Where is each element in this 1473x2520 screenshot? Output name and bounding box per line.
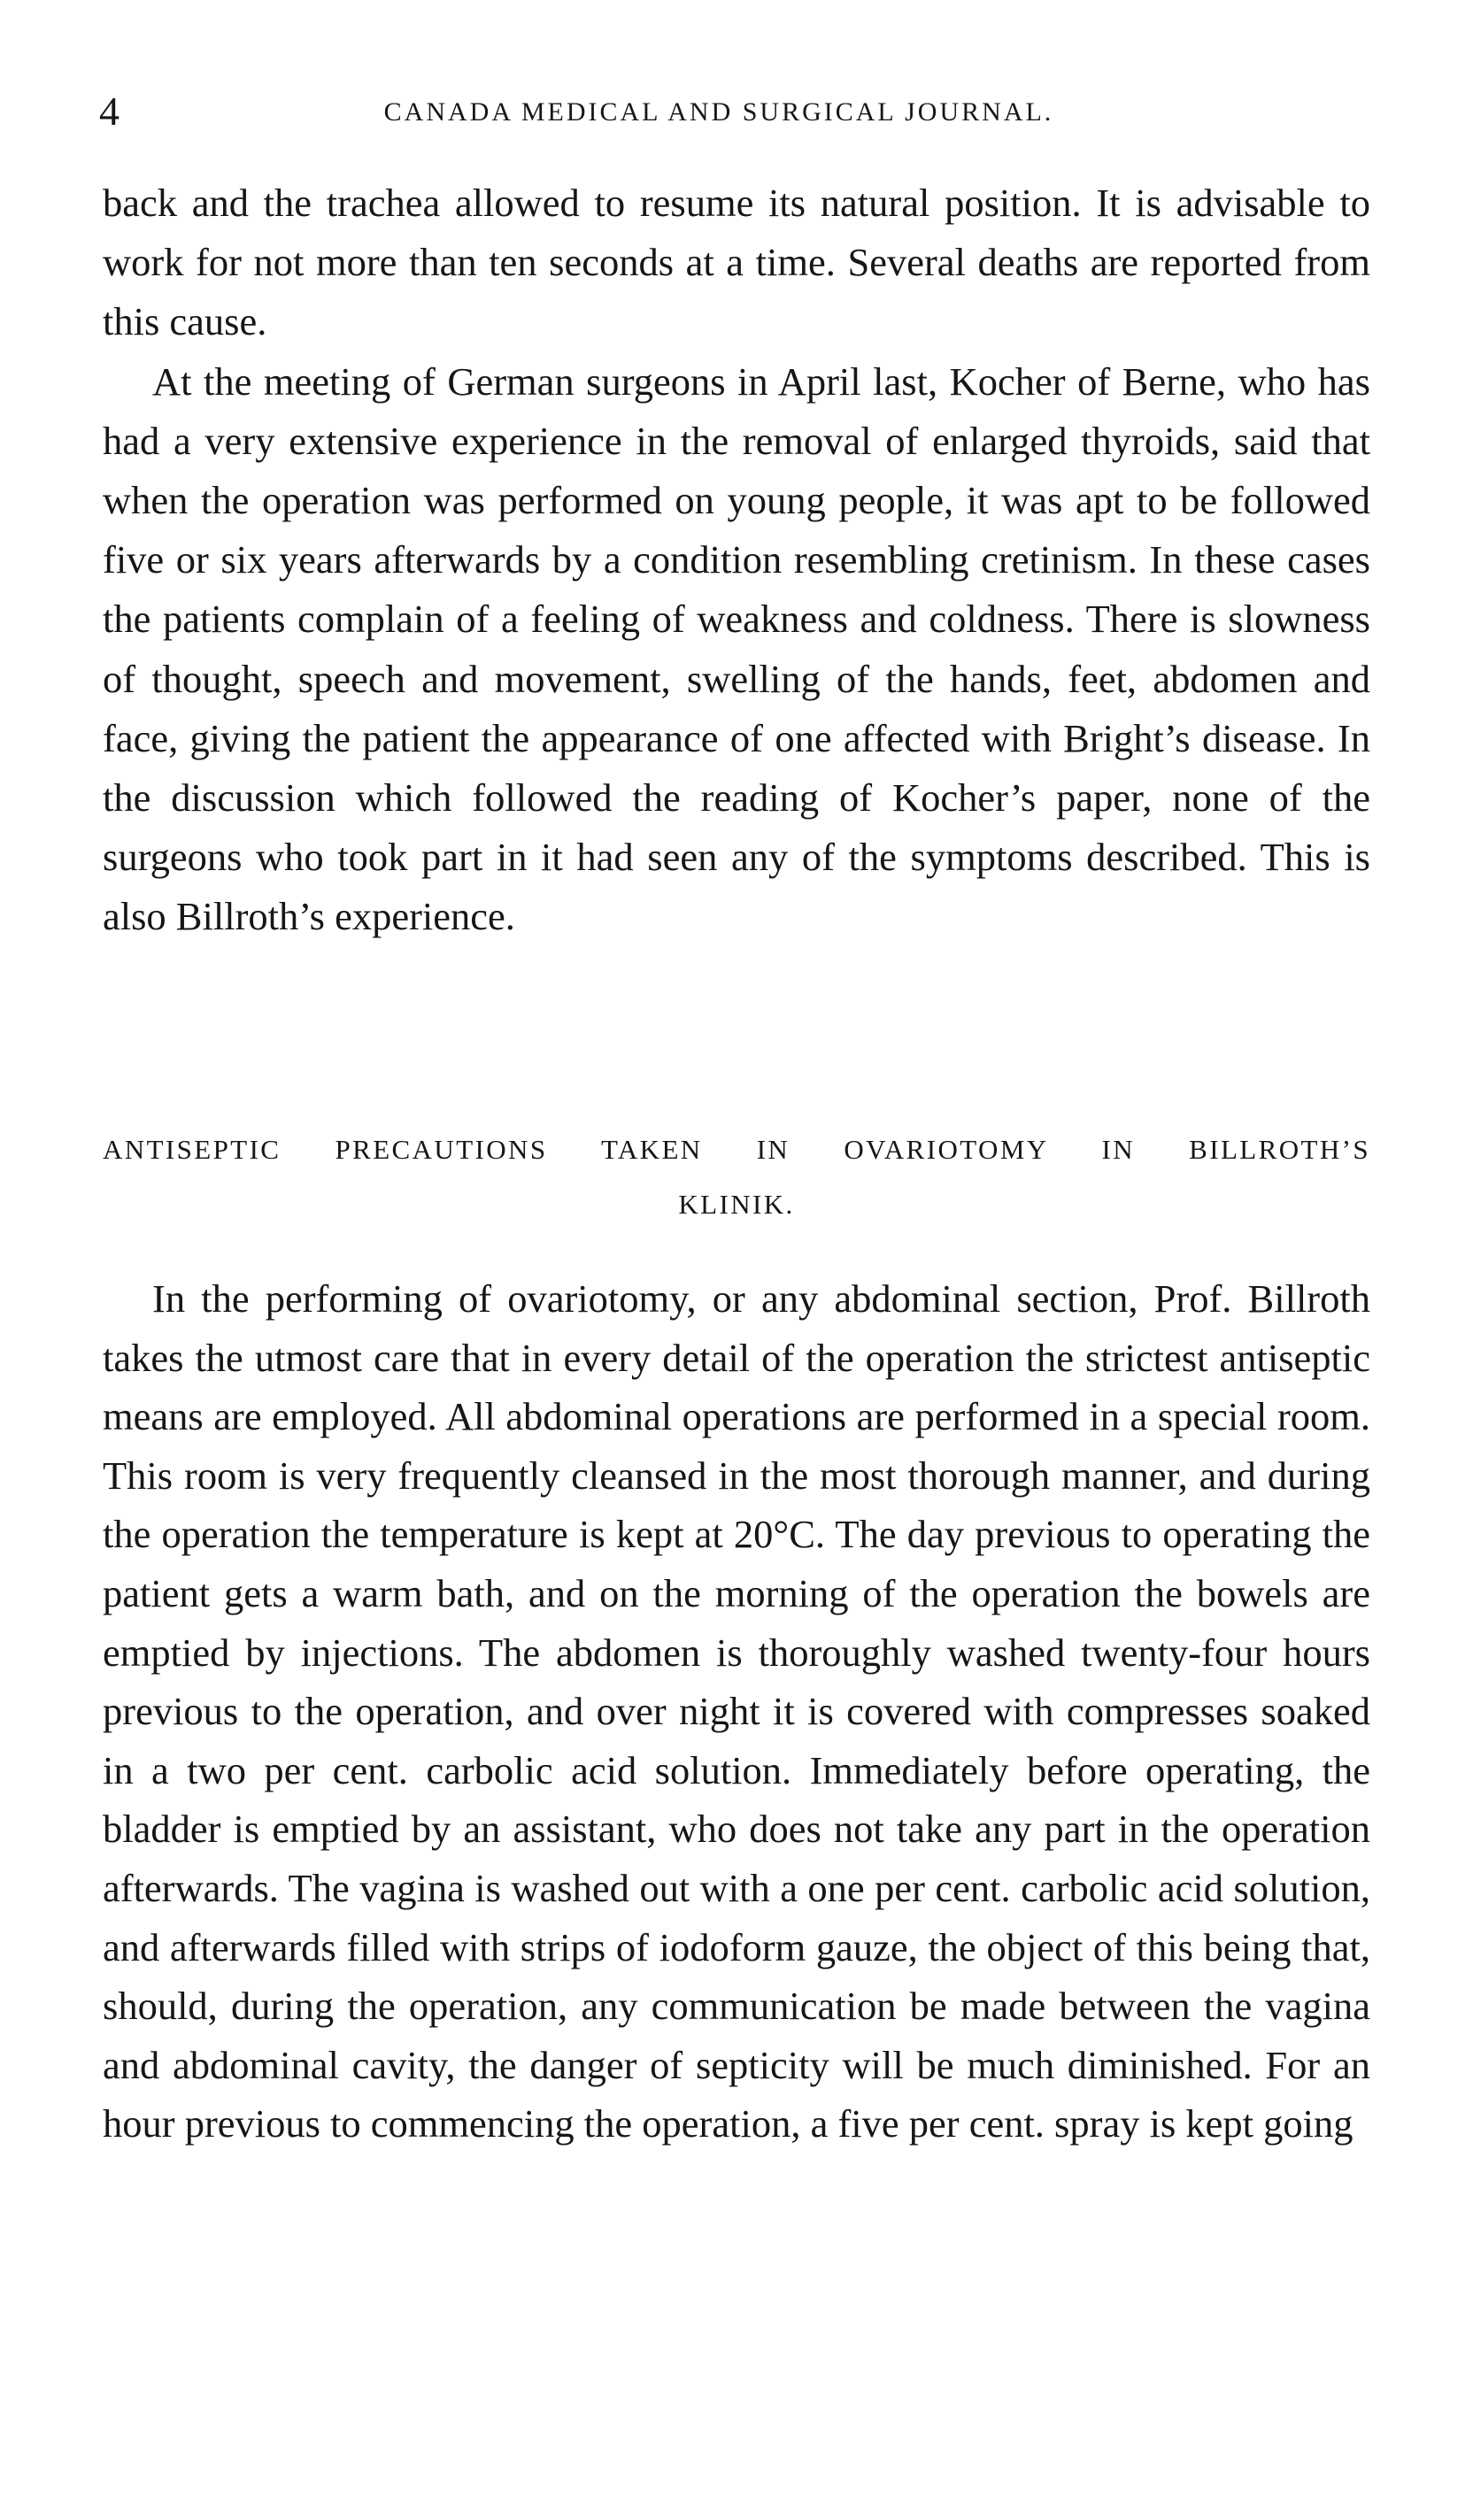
section-heading [103, 1122, 1370, 1232]
page-header [99, 85, 1374, 138]
paragraph-trachea: back and the trachea allowed to resume its natural position. It is advisable to work for not more than ten seconds at a time. Several deaths are reported from this cause. [103, 181, 1370, 344]
article-continuation [103, 173, 1370, 947]
paragraph-kocher: At the meeting of German surgeons in April last, Kocher of Berne, who has had a very extensive experience in the removal of enlarged thyroids, said that when the operation was performed on young people, it was apt to be followed five or six years afterwards by a condition resembling cretinism. In these cases the patients complain of a feeling of weakness and coldness. There is slowness of thought, speech and movement, swelling of the hands, feet, abdomen and face, giving the patient the appearance of one affected with Bright’s disease. In the discussion which followed the reading of Kocher’s paper, none of the surgeons who took part in it had seen any of the symptoms described. This is also Billroth’s experience. [103, 358, 1370, 939]
running-title: CANADA MEDICAL AND SURGICAL JOURNAL. [383, 97, 1054, 127]
paragraph-ovariotomy: In the performing of ovariotomy, or any abdominal section, Prof. Billroth takes the utmost care that in every detail of the operation the strictest antiseptic means are employed. All abdominal operations are performed in a special room. This room is very frequently cleansed in the most thorough manner, and during the operation the temperature is kept at 20°C. The day previous to operating the patient gets a warm bath, and on the morning of the operation the bowels are emptied by injections. The abdomen is thoroughly washed twenty-four hours previous to the operation, and over night it is covered with compresses soaked in a two per cent. carbolic acid solution. Immediately before operating, the bladder is emptied by an assistant, who does not take any part in the operation afterwards. The vagina is washed out with a one per cent. carbolic acid solution, and afterwards filled with strips of iodoform gauze, the object of this being that, should, during the operation, any communication be made between the vagina and abdominal cavity, the danger of septicity will be much diminished. For an hour previous to commencing the operation, a five per cent. spray is kept going [103, 1276, 1370, 2146]
section-heading-line2: KLINIK. [678, 1189, 795, 1220]
page-number: 4 [99, 89, 120, 134]
section-heading-line1: ANTISEPTIC PRECAUTIONS TAKEN IN OVARIOTOMY IN BILLROTH’S [103, 1134, 1370, 1165]
section-body [103, 1269, 1370, 2154]
